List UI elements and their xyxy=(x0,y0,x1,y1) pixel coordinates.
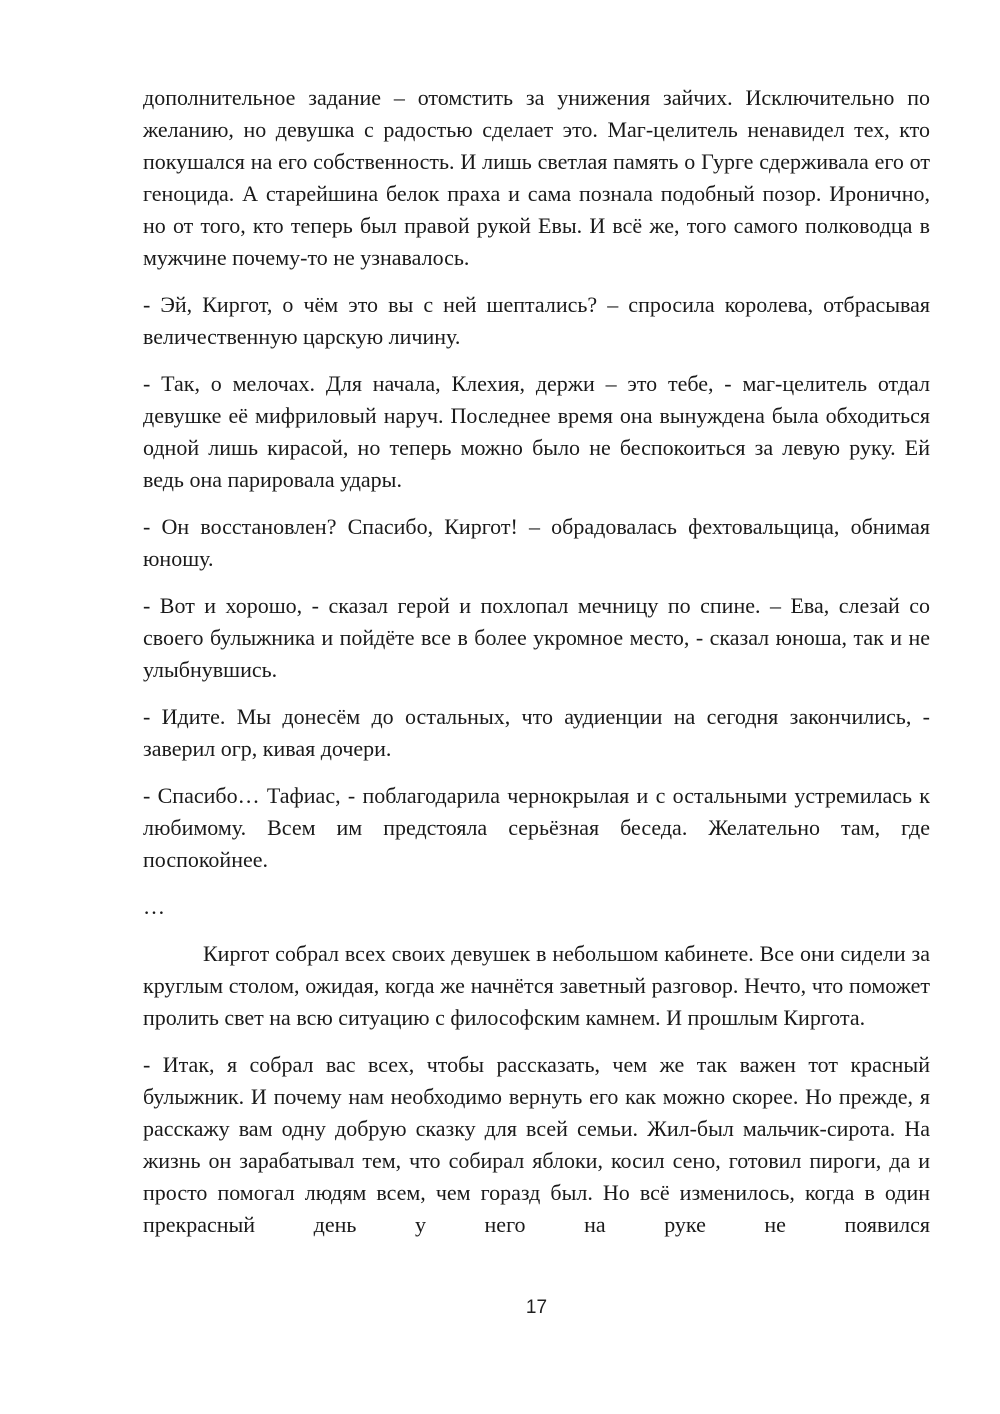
paragraph: дополнительное задание – отомстить за унижения зайчих. Исключительно по желанию, но девушка с радостью сделает это. Маг-целитель ненавидел тех, кто покушался на его собственность. И лишь светлая память о Гурге сдерживала его от геноцида. А старейшина белок праха и сама познала подобный позор. Иронично, но от того, кто теперь был правой рукой Евы. И всё же, того самого полководца в мужчине почему-то не узнавалось. xyxy=(143,85,930,270)
paragraph: - Эй, Киргот, о чём это вы с ней шептались? – спросила королева, отбрасывая величественную царскую личину. xyxy=(143,292,930,349)
paragraph: - Вот и хорошо, - сказал герой и похлопал мечницу по спине. – Ева, слезай со своего булыжника и пойдёте все в более укромное место, - сказал юноша, так и не улыбнувшись. xyxy=(143,593,930,682)
paragraph: - Идите. Мы донесём до остальных, что аудиенции на сегодня закончились, - заверил огр, кивая дочери. xyxy=(143,704,930,761)
page-number: 17 xyxy=(525,1297,548,1318)
page-footer xyxy=(143,1297,930,1319)
section-separator: … xyxy=(143,894,166,919)
paragraph: - Он восстановлен? Спасибо, Киргот! – обрадовалась фехтовальщица, обнимая юношу. xyxy=(143,514,930,571)
page-text xyxy=(143,82,930,1256)
paragraph: - Спасибо… Тафиас, - поблагодарила чернокрылая и с остальными устремилась к любимому. Всем им предстояла серьёзная беседа. Желательно там, где поспокойнее. xyxy=(143,783,930,872)
paragraph: - Итак, я собрал вас всех, чтобы рассказать, чем же так важен тот красный булыжник. И почему нам необходимо вернуть его как можно скорее. Но прежде, я расскажу вам одну добрую сказку для всей семьи. Жил-был мальчик-сирота. На жизнь он зарабатывал тем, что собирал яблоки, косил сено, готовил пироги, да и просто помогал людям всем, чем горазд был. Но всё изменилось, когда в один прекрасный день у него на руке не появился xyxy=(143,1052,930,1237)
paragraph: - Так, о мелочах. Для начала, Клехия, держи – это тебе, - маг-целитель отдал девушке её мифриловый наруч. Последнее время она вынуждена была обходиться одной лишь кирасой, но теперь можно было не беспокоиться за левую руку. Ей ведь она парировала удары. xyxy=(143,371,930,492)
paragraph: Киргот собрал всех своих девушек в небольшом кабинете. Все они сидели за круглым столом, ожидая, когда же начнётся заветный разговор. Нечто, что поможет пролить свет на всю ситуацию с философским камнем. И прошлым Киргота. xyxy=(143,941,930,1030)
